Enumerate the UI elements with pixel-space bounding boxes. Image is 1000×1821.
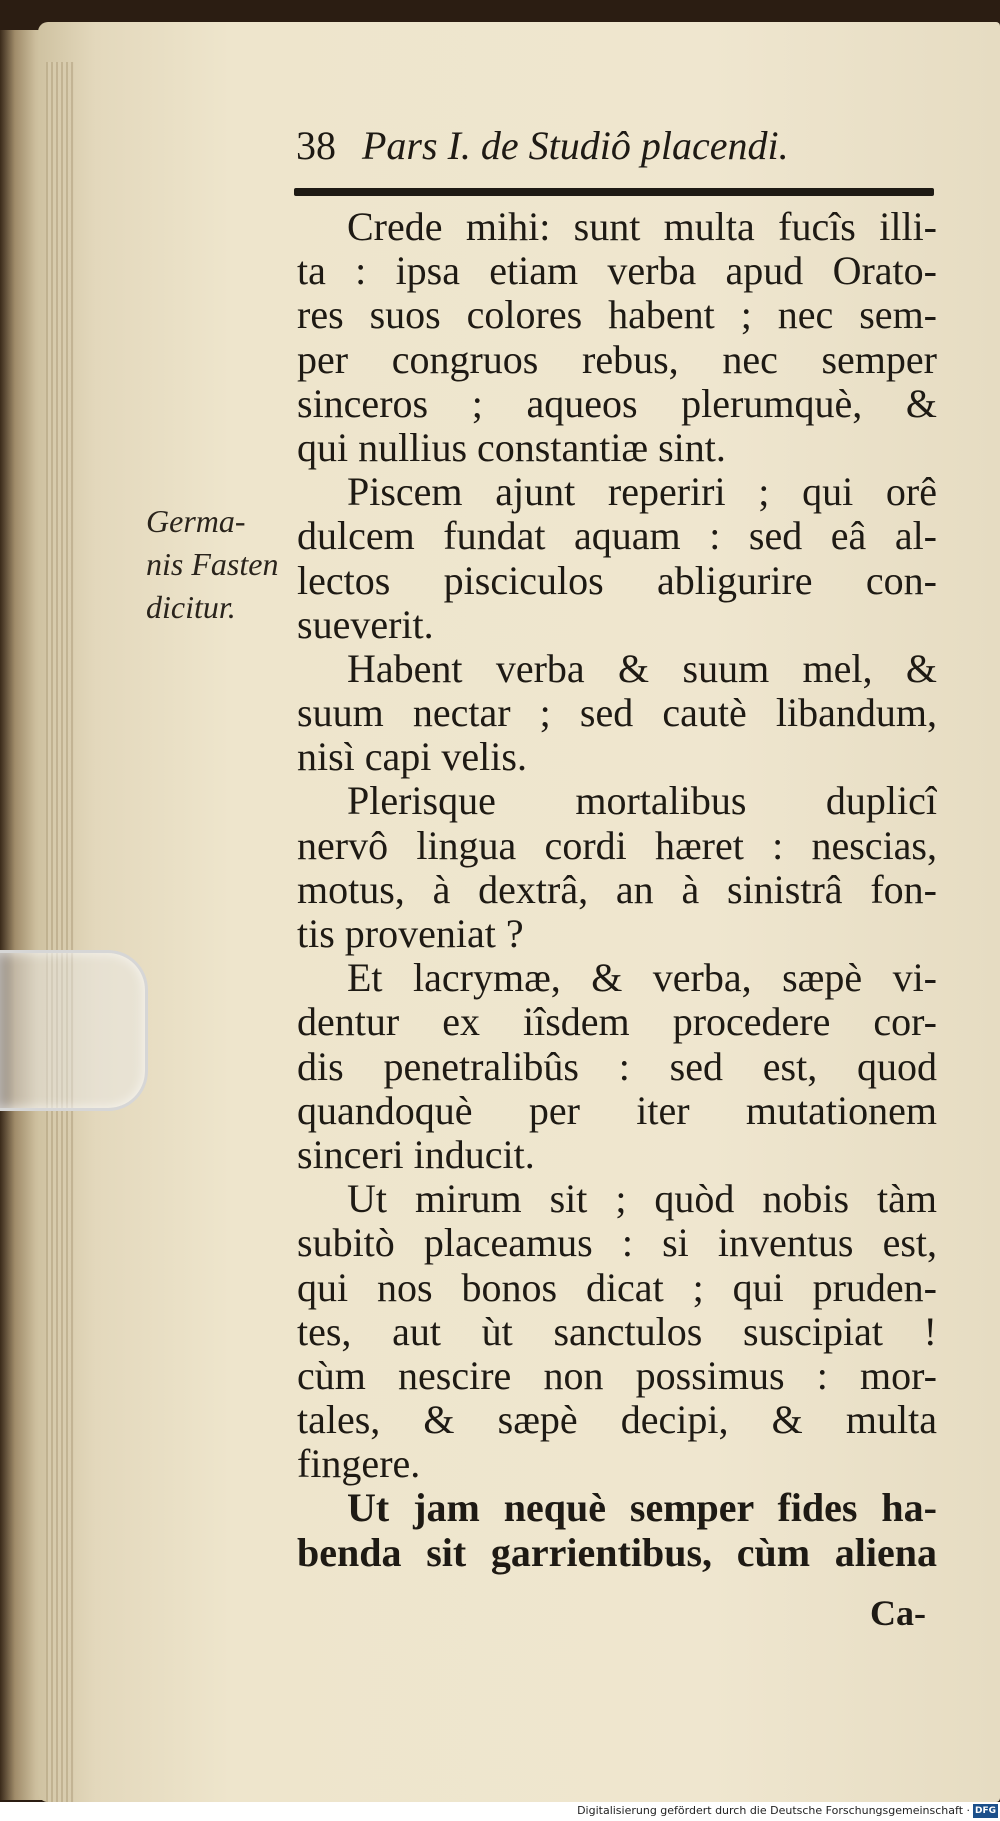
text-line: Et lacrymæ, & verba, sæpè vi- — [347, 956, 937, 1001]
marginal-line: Germa- — [146, 503, 246, 539]
catchword: Ca- — [870, 1593, 926, 1633]
text-line: tis proveniat ? — [297, 912, 524, 956]
page-stack-edge — [46, 62, 74, 1802]
text-line: ta : ipsa etiam verba apud Orato- — [297, 249, 937, 294]
text-line: qui nos bonos dicat ; qui pruden- — [297, 1265, 937, 1310]
text-line: subitò placeamus : si inventus est, — [297, 1221, 937, 1266]
text-line: dentur ex iîsdem procedere cor- — [297, 1000, 937, 1045]
text-line: lectos pisciculos abligurire con- — [297, 558, 937, 603]
marginal-line: dicitur. — [146, 589, 236, 625]
text-line: dis penetralibûs : sed est, quod — [297, 1044, 937, 1089]
text-line: Ut jam nequè semper fides ha- — [347, 1486, 937, 1531]
text-line: Piscem ajunt reperiri ; qui orê — [347, 470, 937, 515]
text-line: benda sit garrientibus, cùm aliena — [297, 1530, 937, 1575]
footer-bar — [0, 1802, 1000, 1821]
text-line: cùm nescire non possimus : mor- — [297, 1353, 937, 1398]
text-line: sinceros ; aqueos plerumquè, & — [297, 381, 937, 426]
body-text — [297, 205, 937, 1575]
funding-credit: Digitalisierung gefördert durch die Deutsche Forschungsgemeinschaft · — [577, 1804, 970, 1817]
running-header — [296, 122, 936, 180]
text-line: res suos colores habent ; nec sem- — [297, 293, 937, 338]
text-line: quandoquè per iter mutationem — [297, 1088, 937, 1133]
text-line: qui nullius constantiæ sint. — [297, 425, 726, 470]
text-line: sueverit. — [297, 602, 434, 647]
text-line: tes, aut ùt sanctulos suscipiat ! — [297, 1309, 937, 1354]
marginal-note — [146, 500, 296, 629]
header-rule — [294, 188, 934, 196]
running-title: Pars I. de Studiô placendi. — [362, 123, 789, 168]
text-line: per congruos rebus, nec semper — [297, 337, 937, 382]
text-line: nervô lingua cordi hæret : nescias, — [297, 823, 937, 868]
text-line: fingere. — [297, 1442, 421, 1487]
text-line: dulcem fundat aquam : sed eâ al- — [297, 514, 937, 559]
page-number: 38 — [296, 123, 336, 168]
text-line: sinceri inducit. — [297, 1132, 535, 1177]
text-line: Plerisque mortalibus duplicî — [347, 779, 937, 824]
text-line: motus, à dextrâ, an à sinistrâ fon- — [297, 867, 937, 912]
marginal-line: nis Fasten — [146, 546, 279, 582]
text-line: nisì capi velis. — [297, 735, 527, 780]
dfg-logo-icon: DFG — [974, 1806, 996, 1816]
page-clip — [0, 950, 148, 1111]
text-line: tales, & sæpè decipi, & multa — [297, 1398, 937, 1443]
text-line: Habent verba & suum mel, & — [347, 646, 937, 691]
text-line: Ut mirum sit ; quòd nobis tàm — [347, 1177, 937, 1222]
text-line: suum nectar ; sed cautè libandum, — [297, 691, 937, 736]
text-line: Crede mihi: sunt multa fucîs illi- — [347, 205, 937, 249]
